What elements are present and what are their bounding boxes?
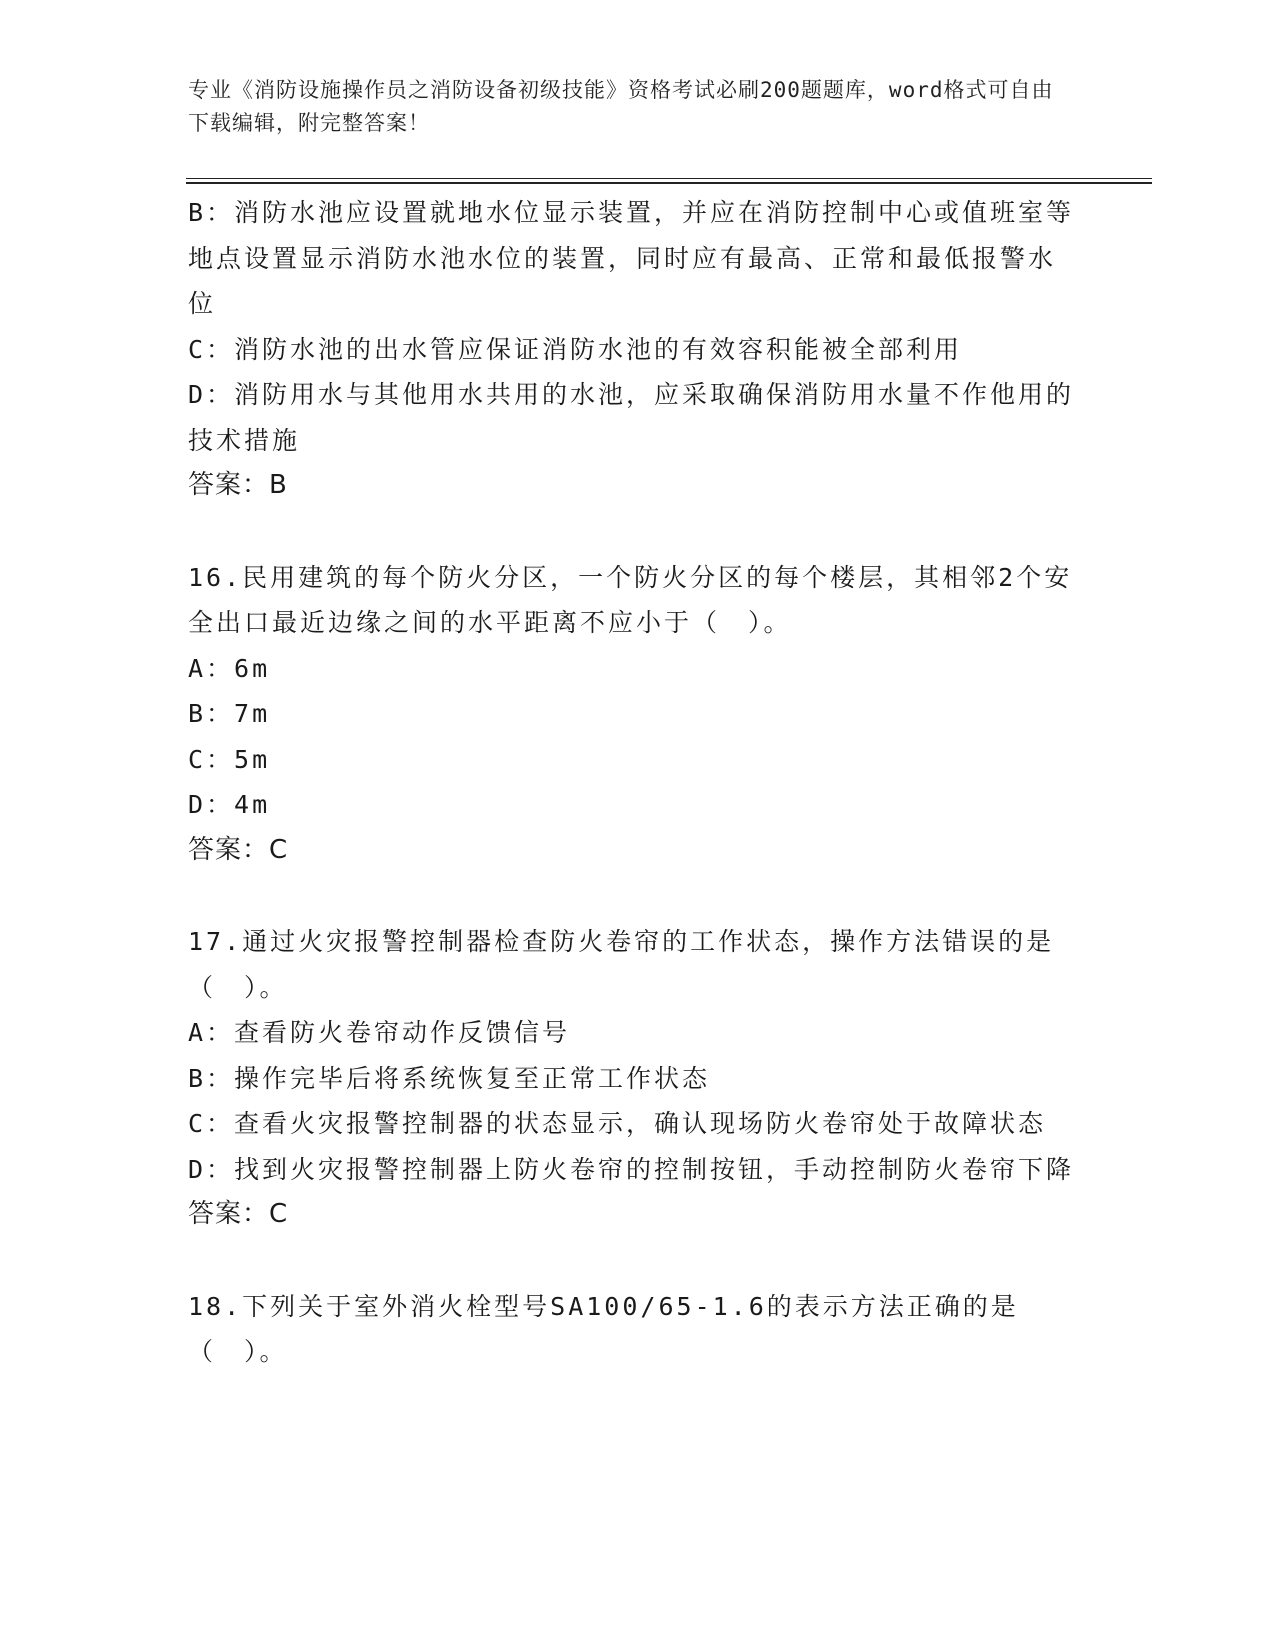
question-text: 17.通过火灾报警控制器检查防火卷帘的工作状态，操作方法错误的是（ ）。 <box>188 927 1055 1002</box>
answer: 答案：B <box>188 470 288 500</box>
option-d: D：找到火灾报警控制器上防火卷帘的控制按钮，手动控制防火卷帘下降 <box>188 1154 1075 1184</box>
option-d: D：消防用水与其他用水共用的水池，应采取确保消防用水量不作他用的技术措施 <box>188 380 1075 455</box>
option-a: A：6m <box>188 653 271 683</box>
header-divider-thin <box>186 178 1152 179</box>
option-c: C：5m <box>188 744 271 774</box>
question-18 <box>188 1284 1078 1375</box>
header-divider-thick <box>186 182 1152 184</box>
option-b: B：7m <box>188 699 271 728</box>
answer: 答案：C <box>188 1199 289 1229</box>
answer: 答案：C <box>188 834 289 865</box>
document-header: 专业《消防设施操作员之消防设备初级技能》资格考试必刷200题题库，word格式可自由下载编辑，附完整答案！ <box>188 78 1054 135</box>
question-text: 18.下列关于室外消火栓型号SA100/65-1.6的表示方法正确的是（ ）。 <box>188 1291 1019 1366</box>
option-c: C：查看火灾报警控制器的状态显示，确认现场防火卷帘处于故障状态 <box>188 1109 1047 1138</box>
option-b: B：消防水池应设置就地水位显示装置，并应在消防控制中心或值班室等地点设置显示消防水池水位的装置，同时应有最高、正常和最低报警水位 <box>188 198 1075 318</box>
option-d: D：4m <box>188 790 271 819</box>
document-body <box>188 190 1078 1375</box>
question-17 <box>188 919 1078 1238</box>
option-a: A：查看防火卷帘动作反馈信号 <box>188 1018 571 1047</box>
option-c: C：消防水池的出水管应保证消防水池的有效容积能被全部利用 <box>188 334 963 364</box>
question-15-continued <box>188 190 1078 509</box>
option-b: B：操作完毕后将系统恢复至正常工作状态 <box>188 1063 711 1093</box>
question-text: 16.民用建筑的每个防火分区，一个防火分区的每个楼层，其相邻2个安全出口最近边缘之间的水平距离不应小于（ ）。 <box>188 562 1073 637</box>
question-16 <box>188 555 1078 874</box>
